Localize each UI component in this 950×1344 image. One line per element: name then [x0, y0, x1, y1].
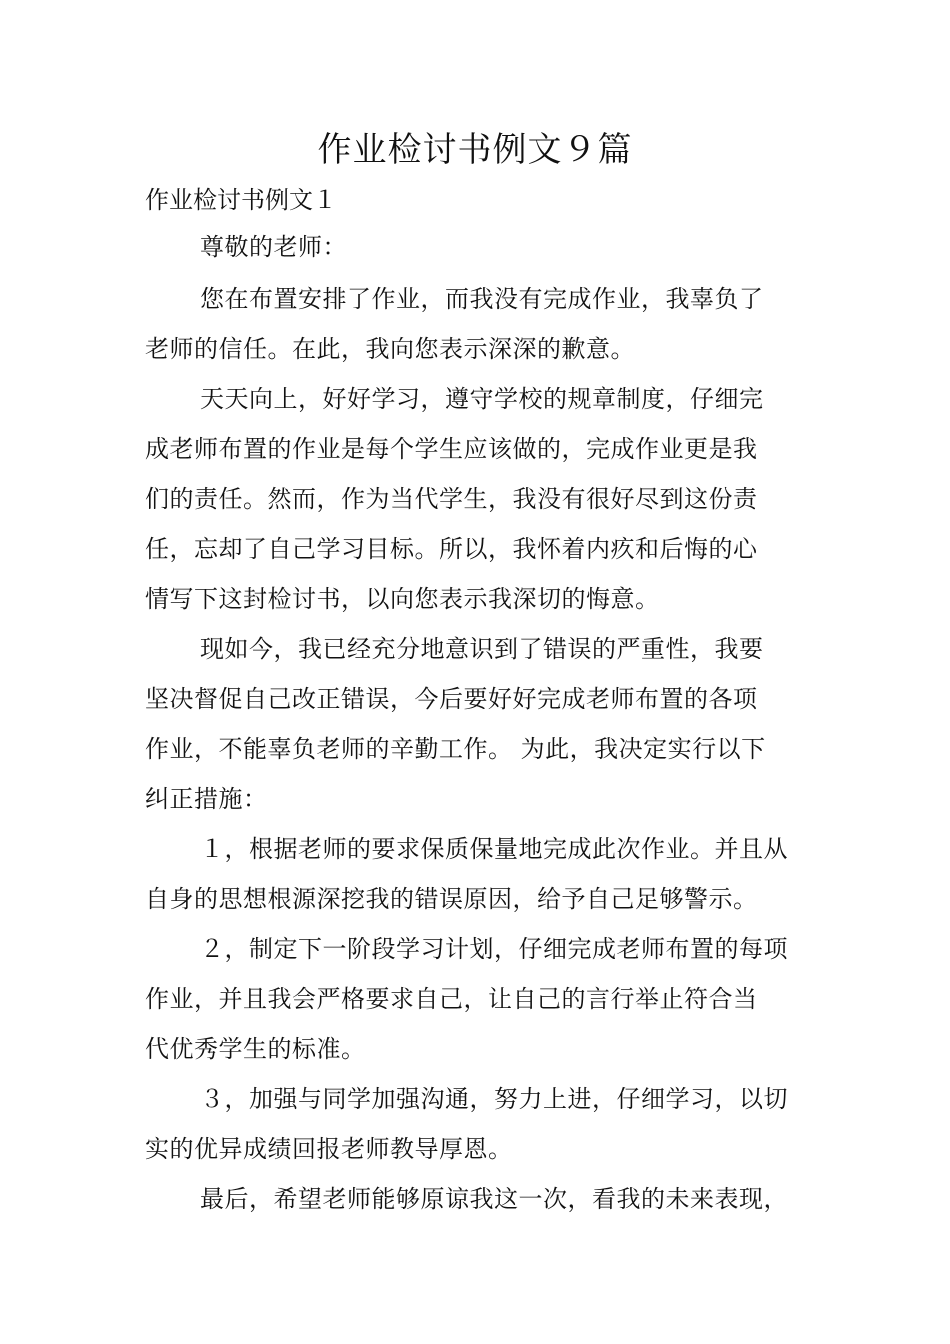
text-line: 代优秀学生的标准。	[145, 1035, 366, 1063]
text-line: 作业，并且我会严格要求自己，让自己的言行举止符合当	[145, 985, 758, 1013]
text-line: 实的优异成绩回报老师教导厚恩。	[145, 1135, 513, 1163]
section-heading: 作业检讨书例文１	[145, 186, 337, 214]
text-line: 任，忘却了自己学习目标。所以，我怀着内疚和后悔的心	[145, 535, 758, 563]
text-line: 老师的信任。在此，我向您表示深深的歉意。	[145, 335, 635, 363]
text-line: 们的责任。然而，作为当代学生，我没有很好尽到这份责	[145, 485, 758, 513]
salutation-line: 尊敬的老师：	[200, 233, 347, 261]
text-line: 现如今，我已经充分地意识到了错误的严重性，我要	[200, 635, 764, 663]
text-line: 作业，不能辜负老师的辛勤工作。 为此，我决定实行以下	[145, 735, 766, 763]
text-line: 情写下这封检讨书，以向您表示我深切的悔意。	[145, 585, 660, 613]
text-line: ２，制定下一阶段学习计划，仔细完成老师布置的每项	[200, 935, 788, 963]
text-line: １，根据老师的要求保质保量地完成此次作业。并且从	[200, 835, 788, 863]
text-line: 自身的思想根源深挖我的错误原因，给予自己足够警示。	[145, 885, 758, 913]
text-line: 最后，希望老师能够原谅我这一次，看我的未来表现，	[200, 1185, 788, 1213]
text-line: 成老师布置的作业是每个学生应该做的，完成作业更是我	[145, 435, 758, 463]
text-line: 天天向上，好好学习，遵守学校的规章制度，仔细完	[200, 385, 764, 413]
text-line: 您在布置安排了作业，而我没有完成作业，我辜负了	[200, 285, 764, 313]
text-line: 纠正措施：	[145, 785, 268, 813]
text-line: ３，加强与同学加强沟通，努力上进，仔细学习，以切	[200, 1085, 788, 1113]
document-title: 作业检讨书例文９篇	[317, 130, 633, 170]
text-line: 坚决督促自己改正错误，今后要好好完成老师布置的各项	[145, 685, 758, 713]
